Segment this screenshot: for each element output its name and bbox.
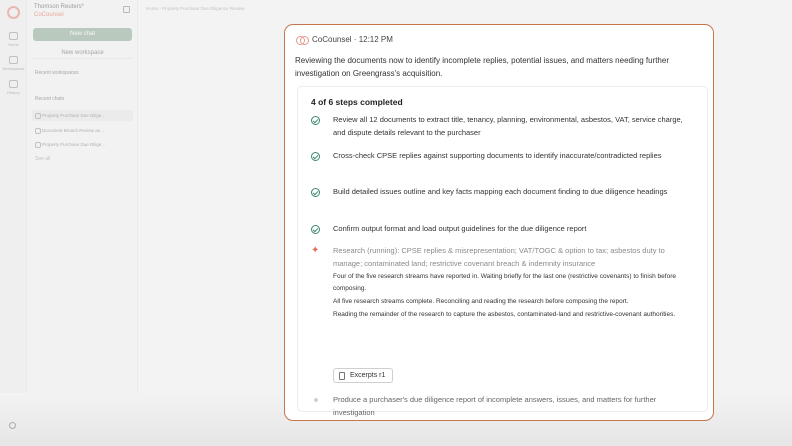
excerpts-button[interactable]: Excerpts r1 <box>333 368 393 383</box>
recent-chat-item[interactable]: Document Breach Review an... <box>32 125 133 136</box>
message-intro: Reviewing the documents now to identify incomplete replies, potential issues, and matters needing further investigation on Greengrass's acquisition. <box>295 56 669 78</box>
brand-product: CoCounsel <box>34 12 64 18</box>
history-icon <box>9 80 18 88</box>
folder-icon <box>9 56 18 64</box>
check-circle-icon <box>311 116 320 125</box>
settings-icon[interactable] <box>9 422 16 429</box>
breadcrumb[interactable]: Home › Property Purchase Due Diligence Review <box>146 6 245 11</box>
rail-workspaces[interactable]: Workspaces <box>0 56 27 71</box>
collapse-sidebar-icon[interactable] <box>123 6 130 13</box>
status-note: Reading the remainder of the research to capture the asbestos, contaminated-land and restrictive-covenant authorities. <box>333 311 676 318</box>
step-item: Cross-check CPSE replies against supporting documents to identify inaccurate/contradicted replies <box>311 150 691 163</box>
progress-title: 4 of 6 steps completed <box>311 97 403 107</box>
recent-workspaces-toggle[interactable]: Recent workspaces <box>35 70 79 76</box>
step-item-running: ✦ Research (running): CPSE replies & misrepresentation; VAT/TOGC & option to tax; asbestos duty to manage; contaminated land; restrictive covenant breach & indemnity insurance <box>311 245 665 268</box>
rail-history[interactable]: History <box>0 80 27 95</box>
step-item-pending: Produce a purchaser's due diligence report of incomplete answers, issues, and matters for further investigation <box>311 394 691 419</box>
check-circle-icon <box>311 188 320 197</box>
home-icon <box>9 32 18 40</box>
status-note: All five research streams complete. Reconciling and reading the research before composing the report. <box>333 298 629 305</box>
status-note: Four of the five research streams have reported in. Waiting briefly for the last one (restrictive covenants) to finish before composing. <box>333 273 676 293</box>
rail-home[interactable]: Home <box>0 32 27 47</box>
step-item: Review all 12 documents to extract title, tenancy, planning, environmental, asbestos, VAT, service charge, and dispute details relevant to the purchaser <box>311 114 691 139</box>
pending-dot-icon <box>314 398 318 402</box>
assistant-message-card <box>284 24 714 421</box>
step-item: Build detailed issues outline and key facts mapping each document finding to due diligence headings <box>311 186 691 199</box>
brand-name: Thomson Reuters* <box>34 4 85 10</box>
new-workspace-button[interactable]: New workspace <box>33 47 132 59</box>
new-chat-button[interactable]: New chat <box>33 28 132 41</box>
check-circle-icon <box>311 152 320 161</box>
document-icon <box>339 372 345 380</box>
message-author-time: CoCounsel · 12:12 PM <box>312 35 393 44</box>
check-circle-icon <box>311 225 320 234</box>
recent-chat-item[interactable]: Property Purchase Due Dilige... <box>32 139 133 150</box>
sidebar <box>27 0 138 446</box>
message-header <box>296 35 393 44</box>
see-all-link[interactable]: See all <box>35 156 51 162</box>
cocounsel-avatar-icon <box>296 35 307 44</box>
step-item: Confirm output format and load output guidelines for the due diligence report <box>311 223 691 236</box>
recent-chat-item[interactable]: Property Purchase Due Dilige... <box>32 110 133 121</box>
nav-rail <box>0 0 27 446</box>
cocounsel-logo-icon <box>7 6 20 19</box>
progress-panel <box>297 86 708 417</box>
sparkle-icon: ✦ <box>311 245 320 256</box>
recent-chats-heading: Recent chats <box>35 96 65 102</box>
